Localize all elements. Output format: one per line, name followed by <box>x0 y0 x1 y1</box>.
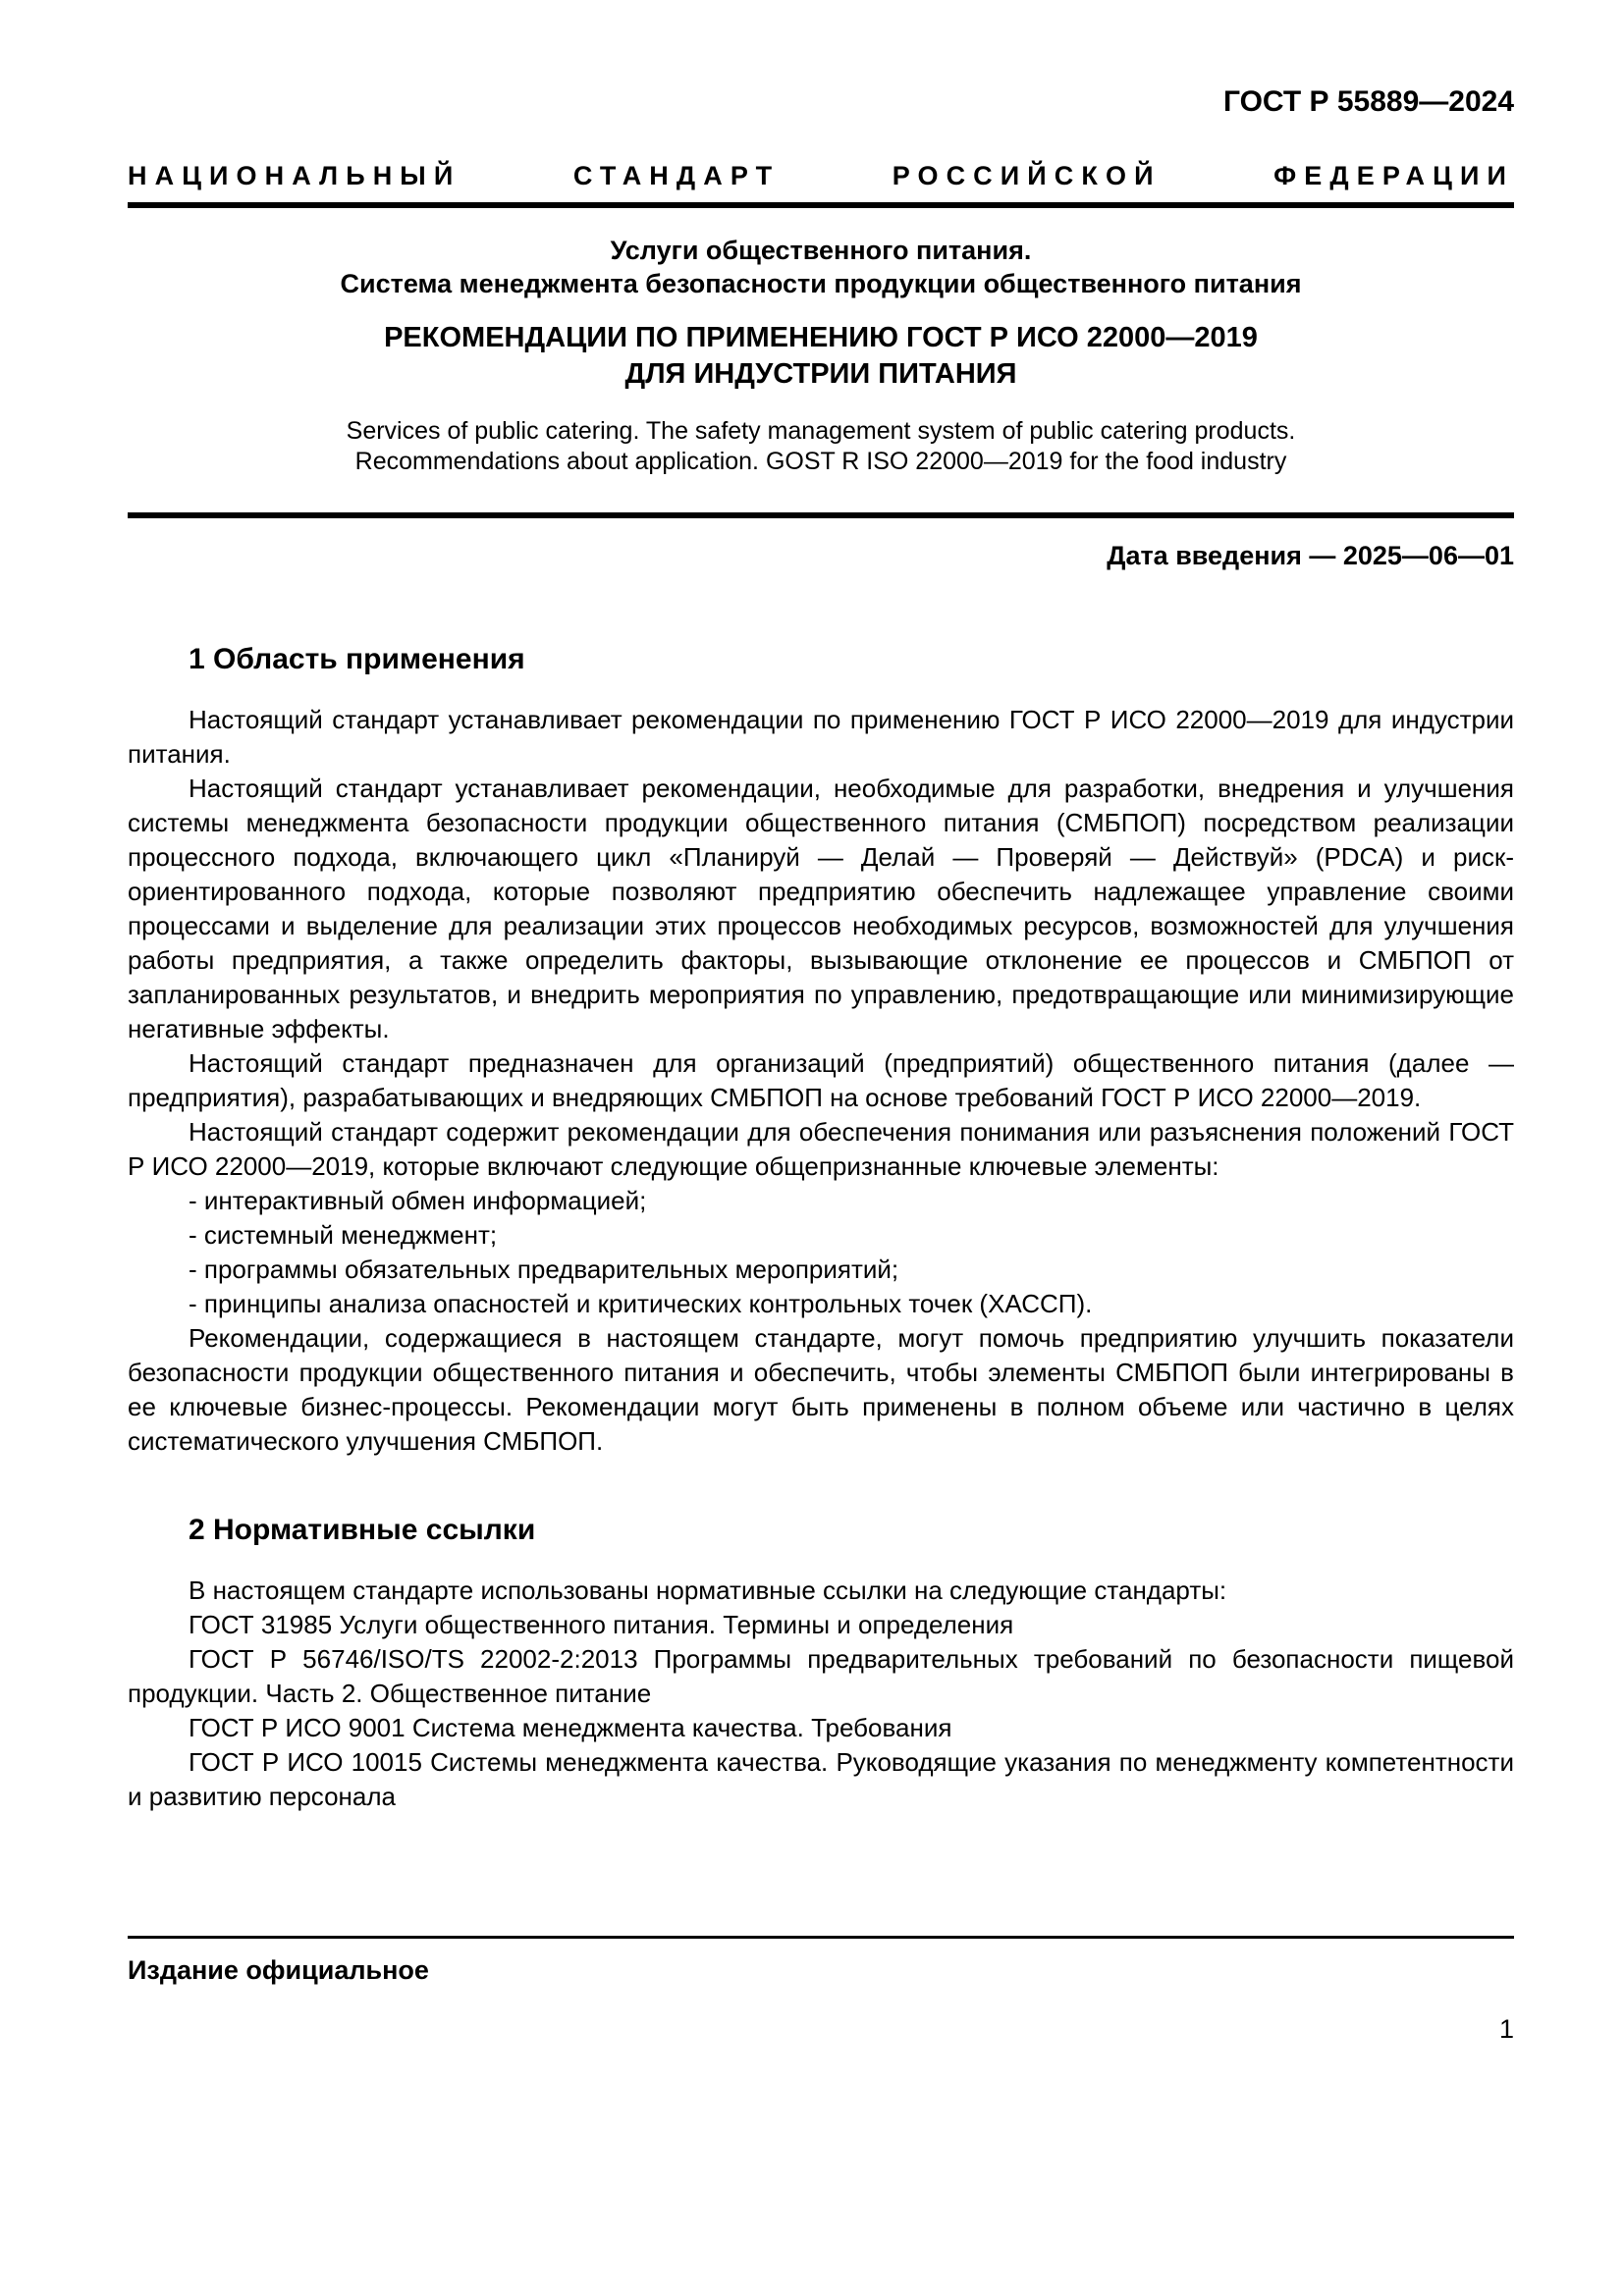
paragraph: Настоящий стандарт предназначен для организаций (предприятий) общественного питания (далее — предприятия), разрабатывающих и внедряющих СМБПОП на основе требований ГОСТ Р ИСО 22000—2019. <box>128 1048 1514 1112</box>
list-item: - программы обязательных предварительных мероприятий; <box>189 1255 899 1284</box>
paragraph: В настоящем стандарте использованы нормативные ссылки на следующие стандарты: <box>189 1575 1227 1605</box>
doc-code: ГОСТ Р 55889—2024 <box>1222 85 1514 118</box>
reference-item: ГОСТ 31985 Услуги общественного питания. Термины и определения <box>189 1610 1014 1639</box>
key-elements-list <box>128 1184 1514 1321</box>
effective-date: Дата введения — 2025—06—01 <box>1107 541 1514 570</box>
title-line2: ДЛЯ ИНДУСТРИИ ПИТАНИЯ <box>624 358 1017 390</box>
edition-note: Издание официальное <box>128 1955 429 1985</box>
list-item: - интерактивный обмен информацией; <box>189 1186 647 1215</box>
paragraph: Рекомендации, содержащиеся в настоящем стандарте, могут помочь предприятию улучшить показатели безопасности продукции общественного питания и обеспечить, чтобы элементы СМБПОП были интегрированы в ее ключевые бизнес-процессы. Рекомендации могут быть применены в полном объеме или частично в целях систематического улучшения СМБПОП. <box>128 1323 1514 1456</box>
footer-rule <box>128 1936 1514 1939</box>
header-rule-top <box>128 202 1514 208</box>
section-1-heading: 1 Область применения <box>189 643 525 675</box>
reference-item: ГОСТ Р ИСО 10015 Системы менеджмента качества. Руководящие указания по менеджменту компетентности и развитию персонала <box>128 1747 1514 1811</box>
section-2-heading: 2 Нормативные ссылки <box>189 1514 536 1546</box>
list-item: - системный менеджмент; <box>189 1220 498 1250</box>
english-title-line2: Recommendations about application. GOST R ISO 22000—2019 for the food industry <box>354 448 1287 475</box>
list-item: - принципы анализа опасностей и критических контрольных точек (ХАССП). <box>189 1289 1093 1318</box>
document-title <box>128 320 1514 393</box>
paragraph: Настоящий стандарт устанавливает рекомендации по применению ГОСТ Р ИСО 22000—2019 для индустрии питания. <box>128 705 1514 769</box>
reference-item: ГОСТ Р 56746/ISO/TS 22002-2:2013 Программы предварительных требований по безопасности пищевой продукции. Часть 2. Общественное питание <box>128 1644 1514 1708</box>
title-block <box>128 234 1514 477</box>
document-subtitle <box>128 234 1514 300</box>
page-footer <box>128 1936 1514 2045</box>
english-title-line1: Services of public catering. The safety management system of public catering products. <box>346 417 1296 445</box>
reference-item: ГОСТ Р ИСО 9001 Система менеджмента качества. Требования <box>189 1713 952 1742</box>
subtitle-line1: Услуги общественного питания. <box>610 236 1032 265</box>
paragraph: Настоящий стандарт устанавливает рекомендации, необходимые для разработки, внедрения и улучшения системы менеджмента безопасности продукции общественного питания (СМБПОП) посредством реализации процессного подхода, включающего цикл «Планируй — Делай — Проверяй — Действуй» (PDCA) и риск-ориентированного подхода, которые позволяют предприятию обеспечить надлежащее управление своими процессами и выделение для реализации этих процессов необходимых ресурсов, возможностей для улучшения работы предприятия, а также определить факторы, вызывающие отклонение ее процессов и СМБПОП от запланированных результатов, и внедрить мероприятия по управлению, предотвращающие или минимизирующие негативные эффекты. <box>128 774 1514 1043</box>
paragraph: Настоящий стандарт содержит рекомендации для обеспечения понимания или разъяснения положений ГОСТ Р ИСО 22000—2019, которые включают следующие общепризнанные ключевые элементы: <box>128 1117 1514 1181</box>
english-title <box>128 416 1514 477</box>
national-standard-banner: НАЦИОНАЛЬНЫЙ СТАНДАРТ РОССИЙСКОЙ ФЕДЕРАЦИИ <box>128 161 1514 190</box>
subtitle-line2: Система менеджмента безопасности продукции общественного питания <box>340 269 1302 298</box>
page-number: 1 <box>1498 2014 1514 2044</box>
title-line1: РЕКОМЕНДАЦИИ ПО ПРИМЕНЕНИЮ ГОСТ Р ИСО 22000—2019 <box>384 322 1258 353</box>
header-rule-bottom <box>128 512 1514 518</box>
